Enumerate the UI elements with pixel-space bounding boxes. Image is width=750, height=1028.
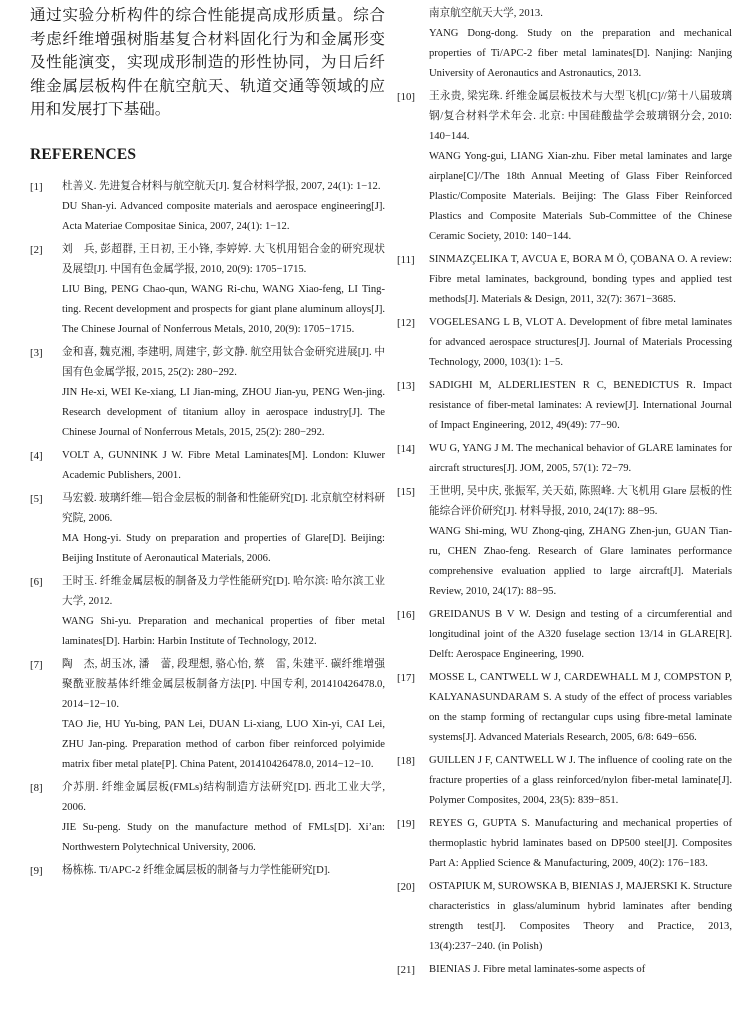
- reference-item: [397, 814, 732, 874]
- reference-body: [429, 751, 732, 811]
- references-list-right: [397, 87, 732, 980]
- reference-number: [16]: [397, 609, 415, 621]
- reference-body: [62, 343, 385, 443]
- reference-text: WU G, YANG J M. The mechanical behavior of GLARE laminates for aircraft structures[J]. JOM, 2005, 57(1): 72−79.: [429, 443, 732, 474]
- reference-item: [30, 778, 385, 858]
- reference-body: [429, 87, 732, 247]
- reference-text: JIE Su-peng. Study on the manufacture method of FMLs[D]. Xi’an: Northwestern Polytechnical University, 2006.: [62, 821, 385, 853]
- reference-item: [30, 489, 385, 569]
- reference-body: [429, 250, 732, 310]
- reference-text: 王时玉. 纤维金属层板的制备及力学性能研究[D]. 哈尔滨: 哈尔滨工业大学, 2012.: [62, 575, 385, 607]
- reference-body: [429, 960, 732, 980]
- reference-text: GREIDANUS B V W. Design and testing of a circumferential and longitudinal joint of the A320 fuselage section 13/14 in GLARE[R]. Delft: Aerospace Engineering, 1990.: [429, 609, 732, 660]
- references-heading: REFERENCES: [30, 145, 137, 163]
- reference-item: [397, 376, 732, 436]
- intro-paragraph: 通过实验分析构件的综合性能提高成形质量。综合考虑纤维增强树脂基复合材料固化行为和金属形变及性能演变，实现成形制造的形性协同，为日后纤维金属层板构件在航空航天、轨道交通等领域的应用和发展打下基础。: [30, 7, 385, 119]
- reference-body: [429, 482, 732, 602]
- reference-body: [429, 877, 732, 957]
- left-column: [30, 0, 385, 884]
- reference-body: [62, 240, 385, 340]
- reference-number: [5]: [30, 492, 43, 505]
- reference-number: [3]: [30, 346, 43, 359]
- reference-number: [7]: [30, 658, 43, 671]
- reference-number: [2]: [30, 243, 43, 256]
- reference-number: [13]: [397, 380, 415, 392]
- reference-item: [397, 87, 732, 247]
- reference-text: 金和喜, 魏克湘, 李建明, 周建宇, 彭文静. 航空用钛合金研究进展[J]. 中国有色金属学报, 2015, 25(2): 280−292.: [62, 346, 385, 378]
- reference-item: [397, 960, 732, 980]
- reference-number: [6]: [30, 575, 43, 588]
- reference-text: GUILLEN J F, CANTWELL W J. The influence of cooling rate on the fracture properties of a glass reinforced/nylon fiber-metal laminate[J]. Polymer Composites, 2004, 23(5): 839−851.: [429, 755, 732, 806]
- reference-body: [62, 572, 385, 652]
- reference-body: [62, 177, 385, 237]
- reference-text: WANG Shi-ming, WU Zhong-qing, ZHANG Zhen-jun, GUAN Tian-ru, CHEN Zhao-feng. Research of Glare laminates performance comprehensive evaluation applied to large aircraft[J]. Materials Review, 2010, 24(17): 88−95.: [429, 526, 732, 597]
- reference-item: [30, 240, 385, 340]
- reference-text: 陶 杰, 胡玉冰, 潘 蕾, 段理想, 骆心怡, 蔡 雷, 朱建平. 碳纤维增强聚酰亚胺基体纤维金属层板制备方法[P]. 中国专利, 201410426478.0, 2014−12−10.: [62, 658, 385, 710]
- reference-item: [30, 861, 385, 881]
- reference-continuation-line: 南京航空航天大学, 2013.: [429, 8, 543, 19]
- reference-number: [9]: [30, 864, 43, 877]
- reference-item: [30, 655, 385, 775]
- reference-item: [30, 572, 385, 652]
- reference-body: [429, 605, 732, 665]
- reference-item: [397, 250, 732, 310]
- reference-text: VOLT A, GUNNINK J W. Fibre Metal Laminates[M]. London: Kluwer Academic Publishers, 2001.: [62, 449, 385, 481]
- reference-text: BIENIAS J. Fibre metal laminates-some aspects of: [429, 964, 646, 975]
- reference-body: [429, 376, 732, 436]
- reference-9-continuation: [397, 0, 732, 84]
- reference-text: SADIGHI M, ALDERLIESTEN R C, BENEDICTUS R. Impact resistance of fiber-metal laminates: A review[J]. International Journal of Impact Engineering, 2012, 49(49): 77−90.: [429, 380, 732, 431]
- reference-text: TAO Jie, HU Yu-bing, PAN Lei, DUAN Li-xiang, LUO Xin-yi, CAI Lei, ZHU Jan-ping. Preparation method of carbon fiber reinforced polyimide matrix fiber metal plate[P]. China Patent, 201410426478.0, 2014−12−10.: [62, 718, 385, 770]
- reference-text: SINMAZÇELIKA T, AVCUA E, BORA M Ö, ÇOBANA O. A review: Fibre metal laminates, background, bonding types and applied test methods[J]. Materials & Design, 2011, 32(7): 3671−3685.: [429, 254, 732, 305]
- reference-text: LIU Bing, PENG Chao-qun, WANG Ri-chu, WANG Xiao-feng, LI Ting-ting. Recent development and prospects for giant plane aluminum alloys[J]. The Chinese Journal of Nonferrous Metals, 2010, 20(9): 1705−1715.: [62, 283, 385, 335]
- reference-number: [11]: [397, 254, 415, 266]
- reference-body: [62, 778, 385, 858]
- reference-number: [18]: [397, 755, 415, 767]
- reference-text: 杨栋栋. Ti/APC-2 纤维金属层板的制备与力学性能研究[D].: [62, 864, 330, 876]
- reference-text: REYES G, GUPTA S. Manufacturing and mechanical properties of thermoplastic hybrid laminates based on DP500 steel[J]. Composites Part A: Applied Science & Manufacturing, 2009, 40(2): 176−183.: [429, 818, 732, 869]
- reference-item: [30, 446, 385, 486]
- reference-text: 刘 兵, 彭超群, 王日初, 王小锋, 李婷婷. 大飞机用铝合金的研究现状及展望[J]. 中国有色金属学报, 2010, 20(9): 1705−1715.: [62, 243, 385, 275]
- reference-text: 马宏毅. 玻璃纤维—铝合金层板的制备和性能研究[D]. 北京航空材料研究院, 2006.: [62, 492, 385, 524]
- reference-number: [8]: [30, 781, 43, 794]
- reference-body: [62, 489, 385, 569]
- reference-body: [62, 861, 385, 881]
- reference-item: [397, 877, 732, 957]
- reference-number: [20]: [397, 881, 415, 893]
- reference-body: [429, 668, 732, 748]
- reference-item: [30, 177, 385, 237]
- right-column: [397, 0, 732, 983]
- reference-text: MOSSE L, CANTWELL W J, CARDEWHALL M J, COMPSTON P, KALYANASUNDARAM S. A study of the effect of process variables on the stamp forming of rectangular cups using fibre-metal laminate systems[J]. Advanced Materials Research, 2005, 6/8: 649−656.: [429, 672, 732, 743]
- reference-item: [397, 751, 732, 811]
- reference-number: [4]: [30, 449, 43, 462]
- reference-body: [429, 814, 732, 874]
- reference-item: [397, 605, 732, 665]
- reference-number: [12]: [397, 317, 415, 329]
- reference-continuation-line: YANG Dong-dong. Study on the preparation and mechanical properties of Ti/APC-2 fiber metal laminates[D]. Nanjing: Nanjing University of Aeronautics and Astronautics, 2013.: [429, 28, 732, 79]
- reference-body: [429, 439, 732, 479]
- reference-number: [1]: [30, 180, 43, 193]
- reference-text: 杜善义. 先进复合材料与航空航天[J]. 复合材料学报, 2007, 24(1): 1−12.: [62, 180, 381, 192]
- reference-number: [19]: [397, 818, 415, 830]
- reference-item: [397, 313, 732, 373]
- reference-text: WANG Yong-gui, LIANG Xian-zhu. Fiber metal laminates and large airplane[C]//The 18th Annual Meeting of Glass Fiber Reinforced Plastic/Composite Materials. Beijing: The Glass Fiber Reinforced Plastics and Composite Materials Sub-Committee of the Chinese Ceramic Society, 2010: 140−144.: [429, 151, 732, 242]
- reference-body: [62, 446, 385, 486]
- reference-item: [397, 482, 732, 602]
- references-list-left: [30, 177, 385, 881]
- reference-number: [17]: [397, 672, 415, 684]
- reference-number: [14]: [397, 443, 415, 455]
- reference-text: WANG Shi-yu. Preparation and mechanical properties of fiber metal laminates[D]. Harbin: Harbin Institute of Technology, 2012.: [62, 615, 385, 647]
- reference-item: [397, 668, 732, 748]
- reference-text: DU Shan-yi. Advanced composite materials and aerospace engineering[J]. Acta Materiae Compositae Sinica, 2007, 24(1): 1−12.: [62, 200, 385, 232]
- reference-text: 王永贵, 梁宪珠. 纤维金属层板技术与大型飞机[C]//第十八届玻璃钢/复合材料学术年会. 北京: 中国硅酸盐学会玻璃钢分会, 2010: 140−144.: [429, 91, 732, 142]
- reference-item: [30, 343, 385, 443]
- reference-text: 介苏朋. 纤维金属层板(FMLs)结构制造方法研究[D]. 西北工业大学, 2006.: [62, 781, 385, 813]
- reference-text: 王世明, 吴中庆, 张振军, 关天茹, 陈照峰. 大飞机用 Glare 层板的性能综合评价研究[J]. 材料导报, 2010, 24(17): 88−95.: [429, 486, 732, 517]
- reference-body: [429, 313, 732, 373]
- reference-item: [397, 439, 732, 479]
- reference-text: JIN He-xi, WEI Ke-xiang, LI Jian-ming, ZHOU Jian-yu, PENG Wen-jing. Research development of titanium alloy in aerospace industry[J]. The Chinese Journal of Nonferrous Metals, 2015, 25(2): 280−292.: [62, 386, 385, 438]
- reference-number: [15]: [397, 486, 415, 498]
- reference-text: MA Hong-yi. Study on preparation and properties of Glare[D]. Beijing: Beijing Institute of Aeronautical Materials, 2006.: [62, 532, 385, 564]
- reference-number: [10]: [397, 91, 415, 103]
- reference-text: VOGELESANG L B, VLOT A. Development of fibre metal laminates for advanced aerospace structures[J]. Journal of Materials Processing Technology, 2000, 103(1): 1−5.: [429, 317, 732, 368]
- reference-text: OSTAPIUK M, SUROWSKA B, BIENIAS J, MAJERSKI K. Structure characteristics in glass/aluminum hybrid laminates after bending strength test[J]. Composites Theory and Practice, 2013, 13(4):237−240. (in Polish): [429, 881, 732, 952]
- reference-number: [21]: [397, 964, 415, 976]
- reference-body: [62, 655, 385, 775]
